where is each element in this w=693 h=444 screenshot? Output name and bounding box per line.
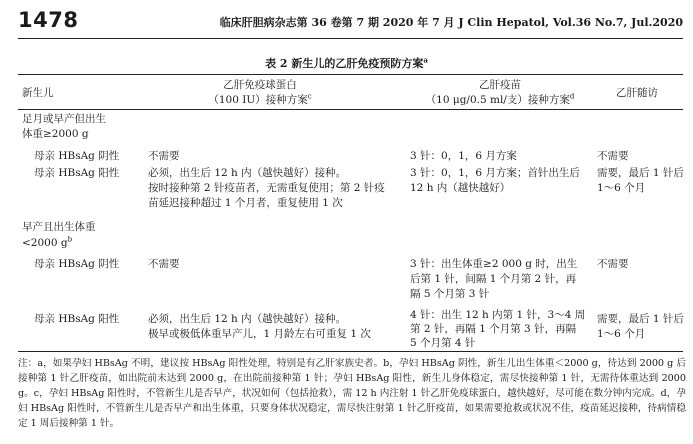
group-label-line: 足月或早产但出生 xyxy=(22,113,106,125)
header-vaccine-line2-text: （10 μg/0.5 ml/支）接种方案 xyxy=(425,94,570,106)
hbig-plan: 按时接种第 2 针疫苗者，无需重复使用；第 2 针疫 xyxy=(148,182,385,194)
header-hbig-line1: 乙肝免疫球蛋白 xyxy=(223,79,297,91)
vaccine-plan: 4 针：出生 12 h 内第 1 针，3～4 周 xyxy=(410,309,586,321)
table-footnote: 注：a，如果孕妇 HBsAg 不明，建议按 HBsAg 阳性处理，特别是有乙肝家族史者。b，孕妇 HBsAg 阴性，新生儿出生体重＜2000 g，待达到 2000 g 后接种第 1 针乙肝疫苗，如出院前未达到 2000 g，在出院前接种第 1 针；孕妇 HBsAg 阳性，新生儿身体稳定，需尽快接种第 1 针，无需待体重达到 2000 g。c，孕妇 HBsAg 阳性时，不管新生儿是否早产，状况如何（包括抢救），需 12 h 内注射 1 针乙肝免疫球蛋白，越快越好，尽可能在数分钟内完成。d，孕妇 HBsAg 阳性时，不管新生儿是否早产和出生体重，只要身体状况稳定，需尽快注射第 1 针乙肝疫苗，如果需要抢救或状况不佳，疫苗延迟接种，待病情稳定 1 周后接种第 1 针。 xyxy=(18,358,686,429)
header-hbig-sup: c xyxy=(307,92,312,101)
table-title-sup: a xyxy=(423,55,428,65)
header-vaccine-line2 xyxy=(405,93,595,108)
followup-plan: 需要，最后 1 针后 xyxy=(597,167,684,179)
vaccine-plan: 5 个月第 4 针 xyxy=(410,337,476,349)
vaccine-plan: 12 h 内（越快越好） xyxy=(410,182,511,194)
table-title-text: 表 2 新生儿的乙肝免疫预防方案 xyxy=(265,57,424,70)
hbig-plan: 必须，出生后 12 h 内（越快越好）接种。 xyxy=(148,167,347,179)
page-number: 1478 xyxy=(18,8,79,32)
header-newborn: 新生儿 xyxy=(22,87,54,99)
header-followup: 乙肝随访 xyxy=(616,87,658,99)
followup-plan: 不需要 xyxy=(597,150,629,162)
hbig-plan: 必须，出生后 12 h 内（越快越好）接种。 xyxy=(148,313,347,325)
followup-plan: 需要，最后 1 针后 xyxy=(597,313,684,325)
journal-citation: 临床肝胆病杂志第 36 卷第 7 期 2020 年 7 月 J Clin Hepatol, Vol.36 No.7, Jul.2020 xyxy=(219,16,683,29)
header-hbig-line2 xyxy=(150,93,370,108)
header-hbig-line2-text: （100 IU）接种方案 xyxy=(208,94,308,106)
table-bottom-rule xyxy=(18,351,683,352)
vaccine-plan: 3 针：出生体重≥2 000 g 时，出生 xyxy=(410,258,578,270)
vaccine-plan: 第 2 针，再隔 1 个月第 3 针，再隔 xyxy=(410,323,577,335)
table-header-rule xyxy=(18,109,683,110)
vaccine-plan: 隔 5 个月第 3 针 xyxy=(410,288,490,300)
mother-status: 母亲 HBsAg 阴性 xyxy=(34,150,120,162)
hbig-plan: 不需要 xyxy=(148,258,180,270)
followup-plan: 不需要 xyxy=(597,258,629,270)
hbig-plan: 不需要 xyxy=(148,150,180,162)
followup-plan: 1～6 个月 xyxy=(597,328,646,340)
table-top-rule xyxy=(18,74,683,75)
header-vaccine-line1: 乙肝疫苗 xyxy=(479,79,521,91)
group-label-sup: b xyxy=(67,235,73,244)
page-header xyxy=(18,8,683,39)
mother-status: 母亲 HBsAg 阳性 xyxy=(34,167,120,179)
group-label-line xyxy=(22,236,72,251)
group-label-line: 体重≥2000 g xyxy=(22,128,89,140)
mother-status: 母亲 HBsAg 阴性 xyxy=(34,258,120,270)
vaccine-plan: 3 针：0，1，6 月方案 xyxy=(410,150,517,162)
header-vaccine-sup: d xyxy=(569,92,575,101)
group-label-text: <2000 g xyxy=(22,237,68,249)
group-label-line: 早产且出生体重 xyxy=(22,221,96,233)
hbig-plan: 极早或极低体重早产儿，1 月龄左右可重复 1 次 xyxy=(148,328,371,340)
followup-plan: 1～6 个月 xyxy=(597,182,646,194)
mother-status: 母亲 HBsAg 阳性 xyxy=(34,313,120,325)
vaccine-plan: 3 针：0，1，6 月方案；首针出生后 xyxy=(410,167,580,179)
table-title xyxy=(0,55,693,71)
vaccine-plan: 后第 1 针，间隔 1 个月第 2 针，再 xyxy=(410,273,577,285)
hbig-plan: 苗延迟接种超过 1 个月者，重复使用 1 次 xyxy=(148,197,343,209)
